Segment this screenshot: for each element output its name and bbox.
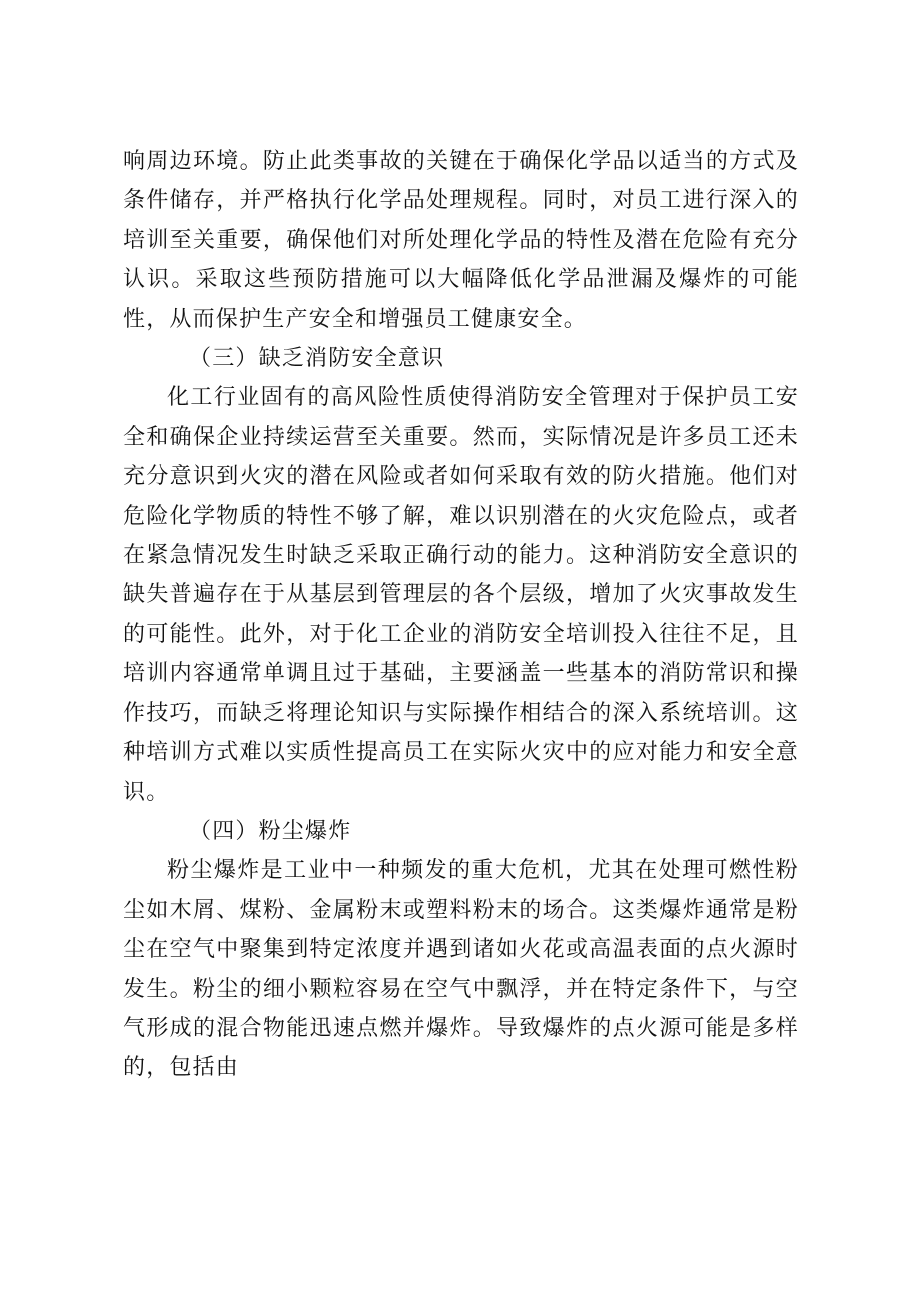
section-heading-3: （三）缺乏消防安全意识 <box>189 346 445 372</box>
paragraph-dust-explosion: 粉尘爆炸是工业中一种频发的重大危机，尤其在处理可燃性粉尘如木屑、煤粉、金属粉末或塑料粉末的场合。这类爆炸通常是粉尘在空气中聚集到特定浓度并遇到诸如火花或高温表面的点火源时发生。粉尘的细小颗粒容易在空气中飘浮，并在特定条件下，与空气形成的混合物能迅速点燃并爆炸。导致爆炸的点火源可能是多样的，包括由 <box>123 858 799 1081</box>
section-heading-4: （四）粉尘爆炸 <box>189 818 352 844</box>
document-body <box>123 142 799 1088</box>
paragraph-fire-safety: 化工行业固有的高风险性质使得消防安全管理对于保护员工安全和确保企业持续运营至关重要。然而，实际情况是许多员工还未充分意识到火灾的潜在风险或者如何采取有效的防火措施。他们对危险化学物质的特性不够了解，难以识别潜在的火灾危险点，或者在紧急情况发生时缺乏采取正确行动的能力。这种消防安全意识的缺失普遍存在于从基层到管理层的各个层级，增加了火灾事故发生的可能性。此外，对于化工企业的消防安全培训投入往往不足，且培训内容通常单调且过于基础，主要涵盖一些基本的消防常识和操作技巧，而缺乏将理论知识与实际操作相结合的深入系统培训。这种培训方式难以实质性提高员工在实际火灾中的应对能力和安全意识。 <box>123 385 799 805</box>
paragraph-continued: 响周边环境。防止此类事故的关键在于确保化学品以适当的方式及条件储存，并严格执行化学品处理规程。同时，对员工进行深入的培训至关重要，确保他们对所处理化学品的特性及潜在危险有充分认识。采取这些预防措施可以大幅降低化学品泄漏及爆炸的可能性，从而保护生产安全和增强员工健康安全。 <box>123 149 799 332</box>
